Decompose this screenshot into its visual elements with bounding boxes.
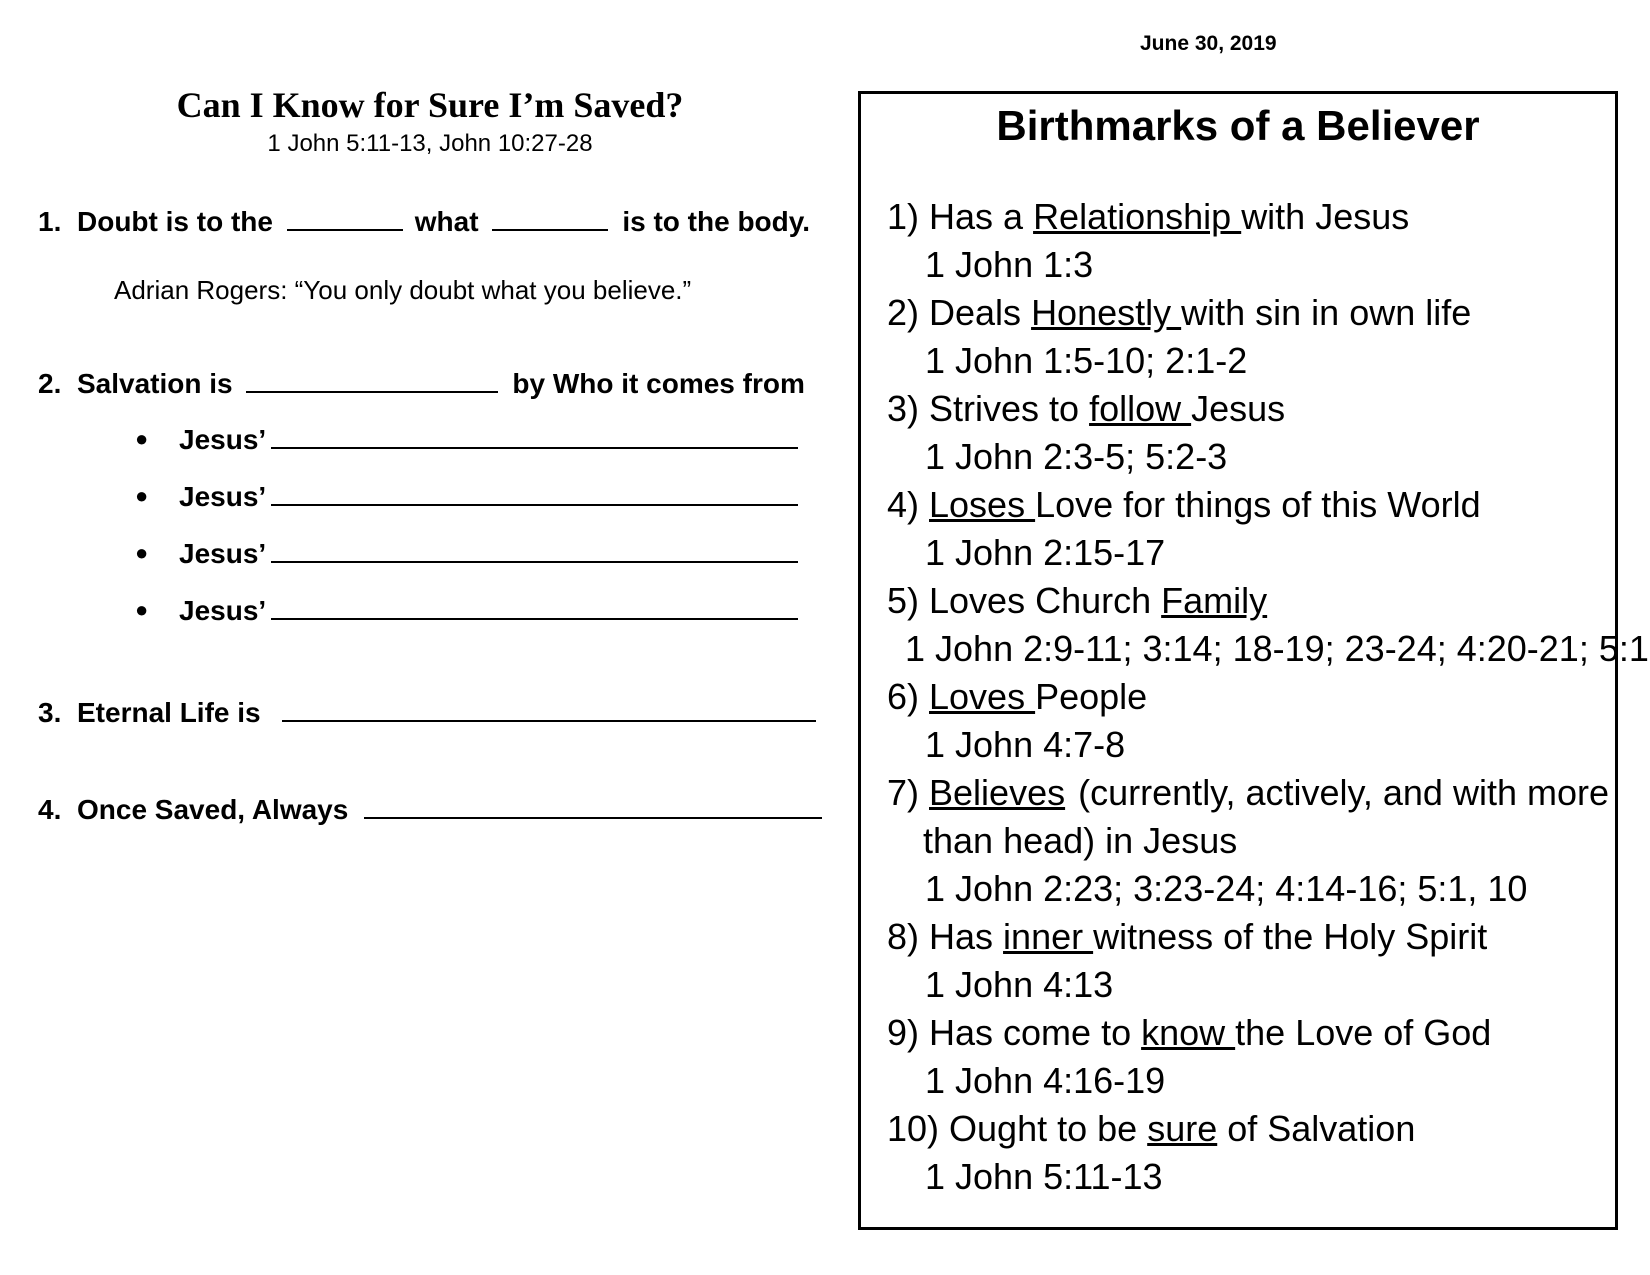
birthmark-item xyxy=(887,484,1481,526)
fill-in-blank[interactable] xyxy=(246,390,498,393)
item-text: the Love of God xyxy=(1235,1012,1492,1053)
item-text: 10) Ought to be xyxy=(887,1108,1148,1149)
item-text: (currently, actively, and with more xyxy=(1078,772,1609,813)
fill-in-blank[interactable] xyxy=(492,228,608,231)
item-text: of Salvation xyxy=(1217,1108,1416,1149)
question-number: 2. xyxy=(38,368,62,399)
fill-in-blank[interactable] xyxy=(271,560,798,563)
item-keyword: Relationship xyxy=(1033,196,1242,237)
question-number: 4. xyxy=(38,794,62,825)
bullet-label: Jesus’ xyxy=(179,481,267,512)
bullet-item xyxy=(135,595,798,627)
bullet-icon: ● xyxy=(135,483,149,508)
question-text: Eternal Life is xyxy=(77,697,261,728)
scripture-reference: 1 John 4:7-8 xyxy=(925,724,1126,765)
item-text: 1) Has a xyxy=(887,196,1034,237)
scripture-reference: 1 John 2:9-11; 3:14; 18-19; 23-24; 4:20-21; 5:1 xyxy=(905,628,1649,669)
item-text: Jesus xyxy=(1191,388,1286,429)
bullet-item xyxy=(135,424,798,456)
scripture-reference: 1 John 1:3 xyxy=(925,244,1094,285)
bullet-icon: ● xyxy=(135,597,149,622)
item-keyword: inner xyxy=(1003,916,1094,957)
item-text: with Jesus xyxy=(1241,196,1410,237)
question-text: Once Saved, Always xyxy=(77,794,349,825)
question-2 xyxy=(38,368,805,400)
item-text: 4) xyxy=(887,484,930,525)
item-text: 7) xyxy=(887,772,930,813)
item-keyword: Believes xyxy=(929,772,1066,813)
item-text: 6) xyxy=(887,676,930,717)
birthmarks-box xyxy=(858,91,1649,1230)
birthmark-item xyxy=(887,916,1487,958)
item-keyword: Honestly xyxy=(1031,292,1182,333)
fill-in-blank[interactable] xyxy=(287,228,403,231)
birthmark-item xyxy=(887,676,1147,718)
question-3 xyxy=(38,697,816,729)
birthmark-item xyxy=(887,388,1285,430)
question-text: by Who it comes from xyxy=(512,368,805,399)
item-keyword: sure xyxy=(1147,1108,1218,1149)
fill-in-blank[interactable] xyxy=(271,503,798,506)
scripture-reference: 1 John 2:3-5; 5:2-3 xyxy=(925,436,1228,477)
item-text: witness of the Holy Spirit xyxy=(1093,916,1488,957)
fill-in-blank[interactable] xyxy=(271,617,798,620)
scripture-reference: 1 John 4:13 xyxy=(925,964,1114,1005)
birthmarks-title: Birthmarks of a Believer xyxy=(996,102,1480,149)
birthmark-item xyxy=(887,1108,1415,1150)
question-number: 1. xyxy=(38,206,62,237)
bullet-item xyxy=(135,481,798,513)
item-keyword: follow xyxy=(1089,388,1192,429)
item-text: with sin in own life xyxy=(1181,292,1472,333)
item-text: 9) Has come to xyxy=(887,1012,1142,1053)
birthmark-item xyxy=(887,292,1471,334)
bullet-icon: ● xyxy=(135,540,149,565)
scripture-reference: 1 John 2:23; 3:23-24; 4:14-16; 5:1, 10 xyxy=(925,868,1528,909)
question-text: Doubt is to the xyxy=(77,206,273,237)
item-keyword: Loves xyxy=(929,676,1036,717)
bullet-icon: ● xyxy=(135,426,149,451)
item-keyword: Family xyxy=(1161,580,1268,621)
question-number: 3. xyxy=(38,697,62,728)
item-text: 3) Strives to xyxy=(887,388,1090,429)
item-text: People xyxy=(1035,676,1148,717)
sermon-scripture: 1 John 5:11-13, John 10:27-28 xyxy=(267,130,593,157)
bullet-label: Jesus’ xyxy=(179,595,267,626)
fill-in-blank[interactable] xyxy=(282,719,816,722)
bullet-item xyxy=(135,538,798,570)
item-keyword: know xyxy=(1141,1012,1236,1053)
sermon-title: Can I Know for Sure I’m Saved? xyxy=(176,85,684,125)
item-text: Love for things of this World xyxy=(1035,484,1481,525)
scripture-reference: 1 John 2:15-17 xyxy=(925,532,1166,573)
item-text: 8) Has xyxy=(887,916,1004,957)
question-text: what xyxy=(414,206,479,237)
fill-in-blank[interactable] xyxy=(364,816,822,819)
question-1 xyxy=(38,206,810,238)
birthmark-item xyxy=(887,196,1409,238)
item-text: 2) Deals xyxy=(887,292,1032,333)
bullet-label: Jesus’ xyxy=(179,538,267,569)
question-4 xyxy=(38,794,822,826)
item-text: 5) Loves Church xyxy=(887,580,1162,621)
question-text: Salvation is xyxy=(77,368,233,399)
adrian-rogers-quote: Adrian Rogers: “You only doubt what you believe.” xyxy=(114,275,692,305)
birthmark-item xyxy=(887,772,1609,814)
scripture-reference: 1 John 5:11-13 xyxy=(925,1156,1163,1197)
bullet-label: Jesus’ xyxy=(179,424,267,455)
item-continuation: than head) in Jesus xyxy=(923,820,1238,861)
fill-in-blank[interactable] xyxy=(271,446,798,449)
birthmark-item xyxy=(887,580,1267,622)
item-keyword: Loses xyxy=(929,484,1036,525)
scripture-reference: 1 John 1:5-10; 2:1-2 xyxy=(925,340,1248,381)
bulletin-date: June 30, 2019 xyxy=(1140,32,1277,55)
question-text: is to the body. xyxy=(622,206,811,237)
scripture-reference: 1 John 4:16-19 xyxy=(925,1060,1166,1101)
birthmark-item xyxy=(887,1012,1491,1054)
